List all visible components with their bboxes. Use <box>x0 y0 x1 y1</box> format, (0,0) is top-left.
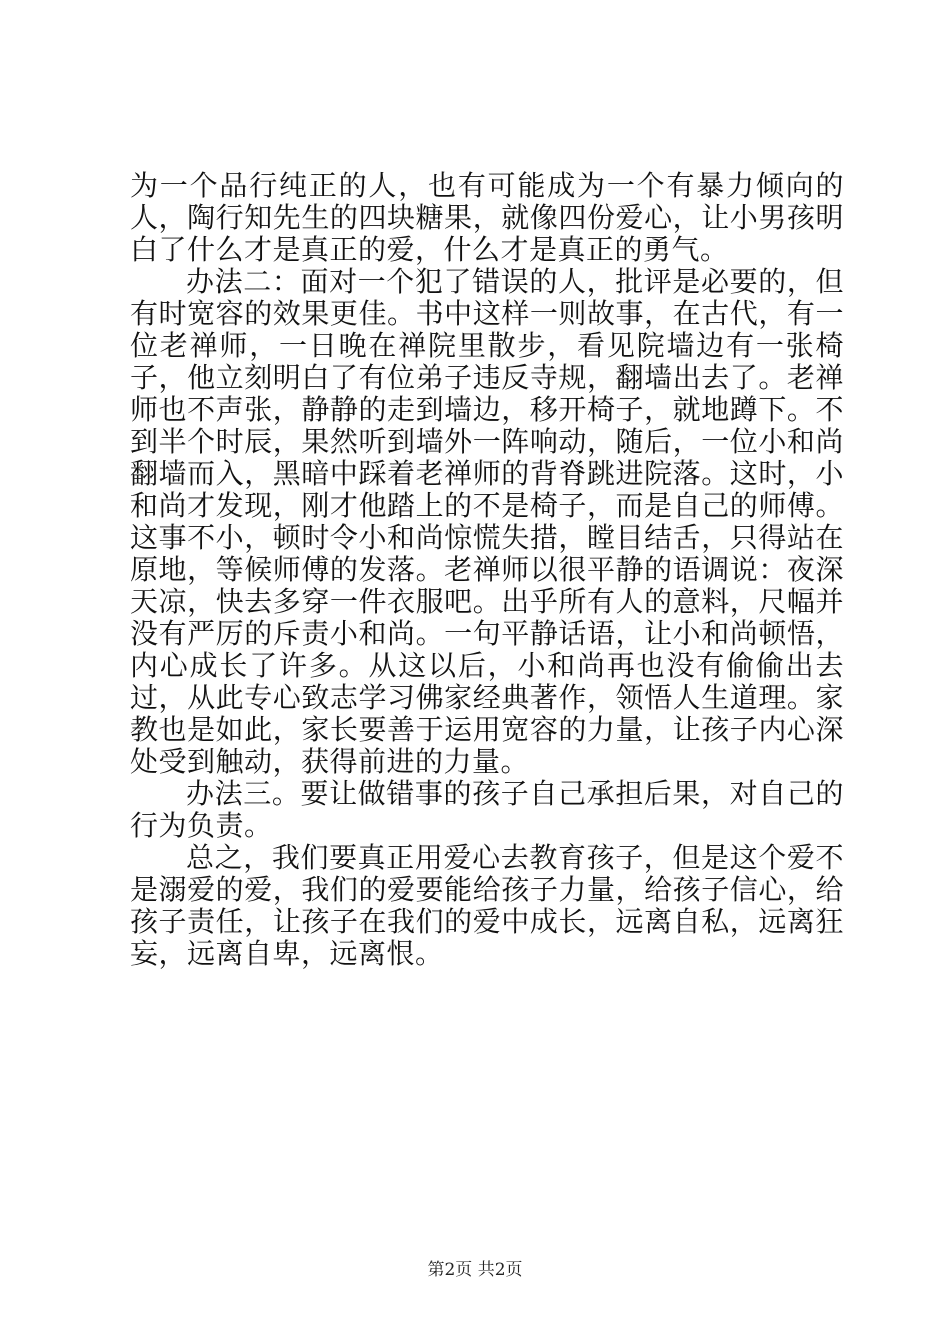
paragraph-continued: 为一个品行纯正的人，也有可能成为一个有暴力倾向的人，陶行知先生的四块糖果，就像四份爱心，让小男孩明白了什么才是真正的爱，什么才是真正的勇气。 <box>130 169 844 266</box>
paragraph-conclusion: 总之，我们要真正用爱心去教育孩子，但是这个爱不是溺爱的爱，我们的爱要能给孩子力量，给孩子信心，给孩子责任，让孩子在我们的爱中成长，远离自私，远离狂妄，远离自卑，远离恨。 <box>130 841 844 970</box>
paragraph-method-three: 办法三。要让做错事的孩子自己承担后果，对自己的行为负责。 <box>130 777 844 842</box>
paragraph-method-two: 办法二：面对一个犯了错误的人，批评是必要的，但有时宽容的效果更佳。书中这样一则故事，在古代，有一位老禅师，一日晚在禅院里散步，看见院墙边有一张椅子，他立刻明白了有位弟子违反寺规，翻墙出去了。老禅师也不声张，静静的走到墙边，移开椅子，就地蹲下。不到半个时辰，果然听到墙外一阵响动，随后，一位小和尚翻墙而入，黑暗中踩着老禅师的背脊跳进院落。这时，小和尚才发现，刚才他踏上的不是椅子，而是自己的师傅。这事不小，顿时令小和尚惊慌失措，瞠目结舌，只得站在原地，等候师傅的发落。老禅师以很平静的语调说：夜深天凉，快去多穿一件衣服吧。出乎所有人的意料，尺幅并没有严厉的斥责小和尚。一句平静话语，让小和尚顿悟，内心成长了许多。从这以后，小和尚再也没有偷偷出去过，从此专心致志学习佛家经典著作，领悟人生道理。家教也是如此，家长要善于运用宽容的力量，让孩子内心深处受到触动，获得前进的力量。 <box>130 265 844 778</box>
body-text <box>130 170 844 970</box>
page-footer: 第2页 共2页 <box>427 1260 523 1280</box>
